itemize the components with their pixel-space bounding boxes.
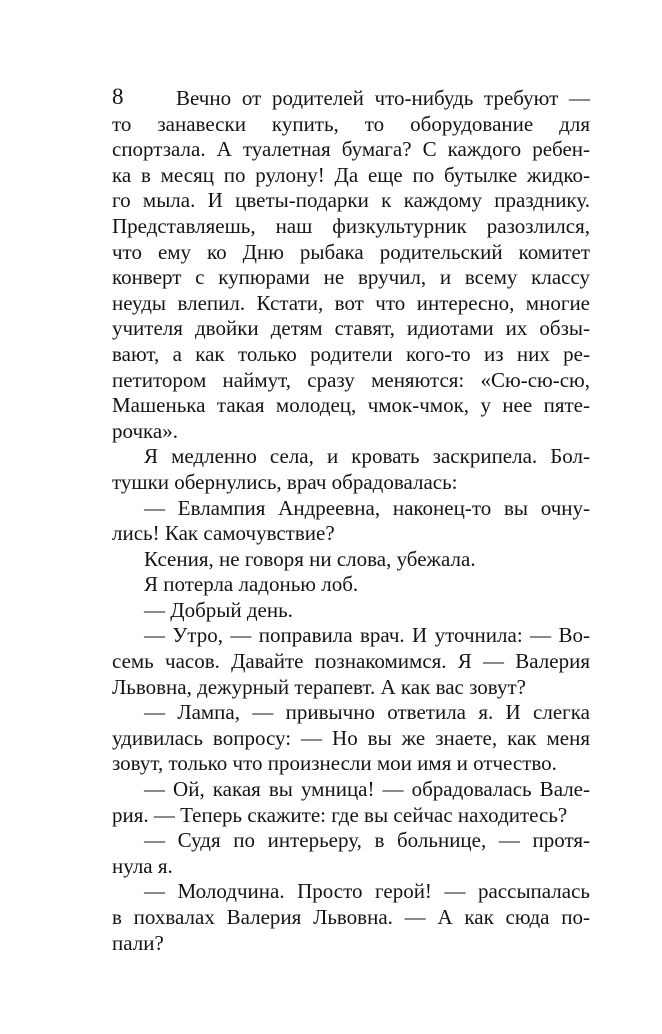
text-line: то занавески купить, то оборудование для bbox=[112, 111, 590, 136]
text-line: Ксения, не говоря ни слова, убежала. bbox=[144, 546, 476, 571]
text-line: конверт с купюрами не вручил, и всему классу bbox=[112, 265, 590, 290]
text-line: что ему ко Дню рыбака родительский комитет bbox=[112, 239, 590, 264]
text-line: — Судя по интерьеру, в больнице, — протя- bbox=[144, 828, 590, 853]
text-line: тушки обернулись, врач обрадовалась: bbox=[112, 469, 458, 494]
text-line: Я потерла ладонью лоб. bbox=[144, 572, 359, 597]
text-line: Вечно от родителей что-нибудь требуют — bbox=[176, 86, 590, 110]
text-line: в похвалах Валерия Львовна. — А как сюда по- bbox=[112, 905, 590, 929]
text-line: петитором наймут, сразу меняются: «Сю-сю-сю, bbox=[112, 367, 590, 392]
text-line: Представляешь, наш физкультурник разозлился, bbox=[112, 213, 590, 238]
text-line: спортзала. А туалетная бумага? С каждого ребен- bbox=[112, 137, 590, 162]
text-line: зовут, только что произнесли мои имя и отчество. bbox=[112, 751, 557, 776]
text-line: — Молодчина. Просто герой! — рассыпалась bbox=[144, 879, 590, 904]
page-number: 8 bbox=[112, 84, 124, 109]
text-line: нула я. bbox=[112, 853, 173, 878]
text-line: Я медленно села, и кровать заскрипела. Бол- bbox=[144, 444, 590, 469]
text-line: учителя двойки детям ставят, идиотами их обзы- bbox=[112, 316, 590, 341]
text-line: пали? bbox=[112, 930, 164, 955]
text-line: Машенька такая молодец, чмок-чмок, у нее пяте- bbox=[112, 393, 590, 418]
text-line: ка в месяц по рулону! Да еще по бутылке жидко- bbox=[112, 162, 590, 187]
text-line: — Ой, какая вы умница! — обрадовалась Вале- bbox=[144, 777, 590, 802]
text-line: лись! Как самочувствие? bbox=[112, 521, 335, 546]
text-line: — Утро, — поправила врач. И уточнила: — Во- bbox=[144, 623, 590, 648]
text-line: — Лампа, — привычно ответила я. И слегка bbox=[144, 700, 590, 725]
text-line: вают, а как только родители кого-то из них ре- bbox=[112, 341, 590, 366]
text-line: — Евлампия Андреевна, наконец-то вы очну- bbox=[144, 495, 590, 520]
text-line: — Добрый день. bbox=[144, 597, 293, 622]
text-line: семь часов. Давайте познакомимся. Я — Валерия bbox=[112, 649, 590, 674]
text-line: удивилась вопросу: — Но вы же знаете, как меня bbox=[112, 725, 590, 750]
body-text bbox=[112, 86, 590, 956]
text-line: го мыла. И цветы-подарки к каждому празднику. bbox=[112, 188, 590, 213]
text-line: неуды влепил. Кстати, вот что интересно, многие bbox=[112, 290, 590, 315]
text-line: Львовна, дежурный терапевт. А как вас зовут? bbox=[112, 674, 526, 699]
text-line: рия. — Теперь скажите: где вы сейчас находитесь? bbox=[112, 802, 568, 827]
text-line: рочка». bbox=[112, 418, 178, 443]
